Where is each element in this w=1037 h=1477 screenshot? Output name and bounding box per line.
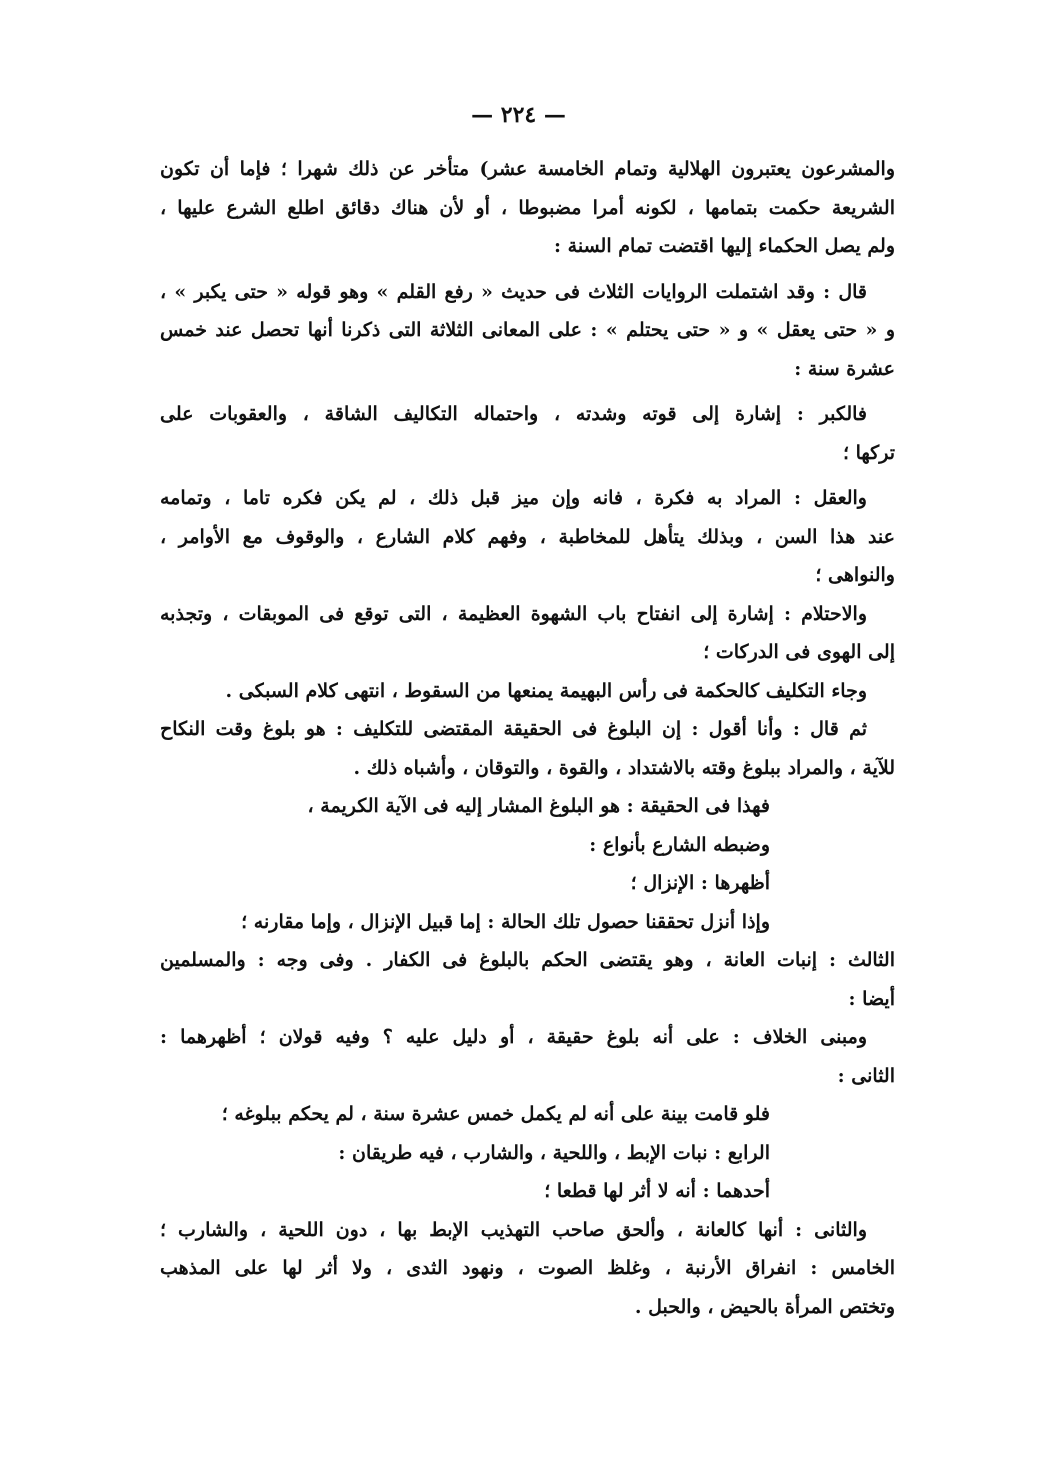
text-line: إلى الهوى فى الدركات ؛ (703, 641, 895, 663)
text-line: عشرة سنة : (794, 357, 895, 380)
text-line: والعقل : المراد به فكرة ، فانه وإن ميز قبل ذلك ، لم يكن فكره تاما ، وتمامه (160, 487, 867, 509)
text-line: وإذا أنزل تحققنا حصول تلك الحالة : إما قبيل الإنزال ، وإما مقارنه ؛ (241, 910, 770, 933)
text-line: و « حتى يعقل » و « حتى يحتلم » : على المعانى الثلاثة التى ذكرنا أنها تحصل عند خمس (160, 319, 895, 341)
text-line: أيضا : (848, 987, 895, 1010)
text-line: فالكبر : إشارة إلى قوته وشدته ، واحتماله التكاليف الشاقة ، والعقوبات على (160, 403, 867, 425)
text-line: وضبطه الشارع بأنواع : (589, 833, 770, 856)
body-text (160, 150, 895, 1326)
text-line: ولم يصل الحكماء إليها اقتضت تمام السنة : (554, 235, 895, 257)
text-line: والاحتلام : إشارة إلى انفتاح باب الشهوة العظيمة ، التى توقع فى الموبقات ، وتجذبه (160, 602, 867, 625)
text-line: والنواهى ؛ (815, 564, 895, 586)
text-line: الشريعة حكمت بتمامها ، لكونه أمرا مضبوطا ، أو لأن هناك دقائق اطلع الشرع عليها ، (160, 196, 895, 219)
text-line: الرابع : نبات الإبط ، واللحية ، والشارب ، فيه طريقان : (338, 1141, 770, 1164)
text-line: الخامس : انفراق الأرنبة ، وغلظ الصوت ، ونهود الثدى ، ولا أثر لها على المذهب (160, 1257, 895, 1279)
text-line: ومبنى الخلاف : على أنه بلوغ حقيقة ، أو دليل عليه ؟ وفيه قولان ؛ أظهرهما : (160, 1026, 867, 1048)
text-line: عند هذا السن ، وبذلك يتأهل للمخاطبة ، وفهم كلام الشارع ، والوقوف مع الأوامر ، (160, 525, 895, 548)
text-line: وتختص المرأة بالحيض ، والحبل . (634, 1295, 895, 1318)
text-line: ثم قال : وأنا أقول : إن البلوغ فى الحقيقة المقتضى للتكليف : هو بلوغ وقت النكاح (160, 718, 867, 740)
text-line: الثالث : إنبات العانة ، وهو يقتضى الحكم بالبلوغ فى الكفار . وفى وجه : والمسلمين (160, 949, 895, 971)
text-line: للآية ، والمراد ببلوغ وقته بالاشتداد ، والقوة ، والتوقان ، وأشباه ذلك . (353, 756, 895, 779)
text-line: والثانى : أنها كالعانة ، وألحق صاحب التهذيب الإبط بها ، دون اللحية ، والشارب ؛ (160, 1218, 867, 1241)
text-line: أظهرها : الإنزال ؛ (630, 872, 770, 894)
text-line: تركها ؛ (842, 441, 895, 464)
text-line: قال : وقد اشتملت الروايات الثلاث فى حديث « رفع القلم » وهو قوله « حتى يكبر » ، (160, 280, 867, 303)
text-line: وجاء التكليف كالحكمة فى رأس البهيمة يمنعها من السقوط ، انتهى كلام السبكى . (225, 679, 867, 702)
text-line: فهذا فى الحقيقة : هو البلوغ المشار إليه فى الآية الكريمة ، (307, 795, 770, 817)
text-line: الثانى : (837, 1064, 895, 1087)
text-line: أحدهما : أنه لا أثر لها قطعا ؛ (544, 1180, 770, 1202)
text-line: فلو قامت بينة على أنه لم يكمل خمس عشرة سنة ، لم يحكم ببلوغه ؛ (221, 1103, 770, 1125)
page-number: — ٢٢٤ — (471, 102, 566, 128)
text-line: والمشرعون يعتبرون الهلالية وتمام الخامسة عشر) متأخر عن ذلك شهرا ؛ فإما أن تكون (160, 158, 895, 180)
